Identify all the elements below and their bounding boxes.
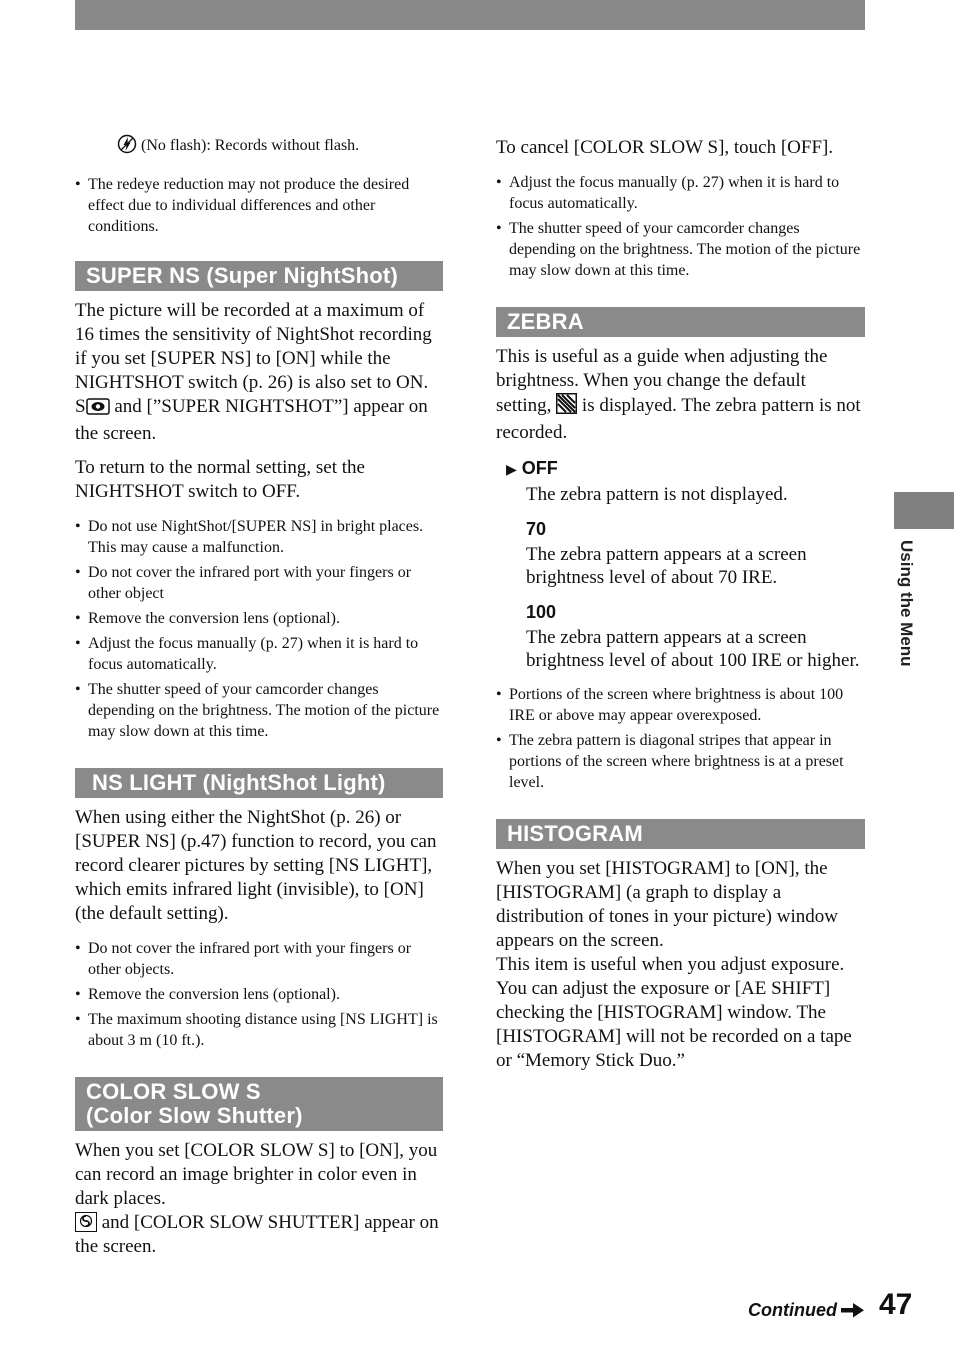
list-item: • Remove the conversion lens (optional). xyxy=(75,984,443,1005)
zebra-heading: ZEBRA xyxy=(496,307,865,337)
zebra-description: This is useful as a guide when adjusting the brightness. When you change the default setting, is displayed. The zebra pattern is not recorded. xyxy=(496,346,861,443)
no-flash-icon xyxy=(117,134,137,160)
cancel-notes xyxy=(496,172,865,281)
color-slow-icon xyxy=(75,1212,97,1232)
zebra-option-100-desc: The zebra pattern appears at a screen brightness level of about 100 IRE or higher. xyxy=(526,627,860,671)
ns-light-description: When using either the NightShot (p. 26) or [SUPER NS] (p.47) function to record, you can record clearer pictures by setting [NS LIGHT], which emits infrared light (invisible), to [ON] (the default setting). xyxy=(75,807,437,924)
list-item: • Do not use NightShot/[SUPER NS] in bright places. This may cause a malfunction. xyxy=(75,516,443,558)
ns-light-notes xyxy=(75,938,443,1051)
histogram-description: When you set [HISTOGRAM] to [ON], the [HISTOGRAM] (a graph to display a distribution of tones in your picture) window appears on the screen. This item is useful when you adjust exposure. You can adjust the exposure or [AE SHIFT] checking the [HISTOGRAM] window. The [HISTOGRAM] will not be recorded on a tape or “Memory Stick Duo.” xyxy=(496,858,852,1071)
right-column xyxy=(496,130,865,1083)
list-item: • The shutter speed of your camcorder changes depending on the brightness. The motion of the picture may slow down at this time. xyxy=(496,218,865,281)
zebra-icon xyxy=(556,393,577,421)
list-item: • Remove the conversion lens (optional). xyxy=(75,608,443,629)
section-tab xyxy=(894,492,954,529)
zebra-option-70-desc: The zebra pattern appears at a screen brightness level of about 70 IRE. xyxy=(526,544,807,588)
super-ns-notes xyxy=(75,516,443,742)
list-item: • Adjust the focus manually (p. 27) when it is hard to focus automatically. xyxy=(75,633,443,675)
super-nightshot-icon: S xyxy=(75,396,110,417)
super-ns-heading: SUPER NS (Super NightShot) xyxy=(75,261,443,291)
super-ns-return: To return to the normal setting, set the NIGHTSHOT switch to OFF. xyxy=(75,457,365,502)
color-slow-description: When you set [COLOR SLOW S] to [ON], you can record an image brighter in color even in dark places. and [COLOR SLOW SHUTTER] appear on the screen. xyxy=(75,1140,439,1257)
list-item: • Do not cover the infrared port with your fingers or other object xyxy=(75,562,443,604)
zebra-option-off: ▶ OFF xyxy=(506,458,558,478)
list-item: • The maximum shooting distance using [NS LIGHT] is about 3 m (10 ft.). xyxy=(75,1009,443,1051)
zebra-notes xyxy=(496,684,865,793)
color-slow-heading: COLOR SLOW S (Color Slow Shutter) xyxy=(75,1077,443,1131)
list-item: • The redeye reduction may not produce the desired effect due to individual differences and other conditions. xyxy=(75,174,443,237)
page-number: 47 xyxy=(879,1288,913,1321)
zebra-option-100: 100 xyxy=(526,602,557,622)
continued-label: Continued xyxy=(748,1300,837,1320)
header-bar xyxy=(75,0,865,30)
continued-arrow-icon xyxy=(841,1302,865,1323)
default-marker-icon: ▶ xyxy=(506,461,517,477)
super-ns-description: The picture will be recorded at a maximum of 16 times the sensitivity of NightShot recording if you set [SUPER NS] to [ON] while the NIGHTSHOT switch (p. 26) is also set to ON. S and [”SUPER NIGHTSHOT”] appear on the screen. xyxy=(75,300,432,444)
list-item: • Adjust the focus manually (p. 27) when it is hard to focus automatically. xyxy=(496,172,865,214)
ns-light-heading: NS LIGHT (NightShot Light) xyxy=(75,768,443,798)
no-flash-item: (No flash): Records without flash. xyxy=(117,134,443,160)
zebra-option-70: 70 xyxy=(526,519,547,539)
list-item: • The shutter speed of your camcorder changes depending on the brightness. The motion of the picture may slow down at this time. xyxy=(75,679,443,742)
section-side-label: Using the Menu xyxy=(897,540,916,667)
flash-notes xyxy=(75,174,443,237)
zebra-option-off-desc: The zebra pattern is not displayed. xyxy=(526,484,788,505)
left-column xyxy=(75,130,443,1269)
list-item: • The zebra pattern is diagonal stripes that appear in portions of the screen where brightness is at a preset level. xyxy=(496,730,865,793)
list-item: • Do not cover the infrared port with your fingers or other objects. xyxy=(75,938,443,980)
histogram-heading: HISTOGRAM xyxy=(496,819,865,849)
color-slow-cancel: To cancel [COLOR SLOW S], touch [OFF]. xyxy=(496,137,834,158)
list-item: • Portions of the screen where brightness is about 100 IRE or above may appear overexposed. xyxy=(496,684,865,726)
